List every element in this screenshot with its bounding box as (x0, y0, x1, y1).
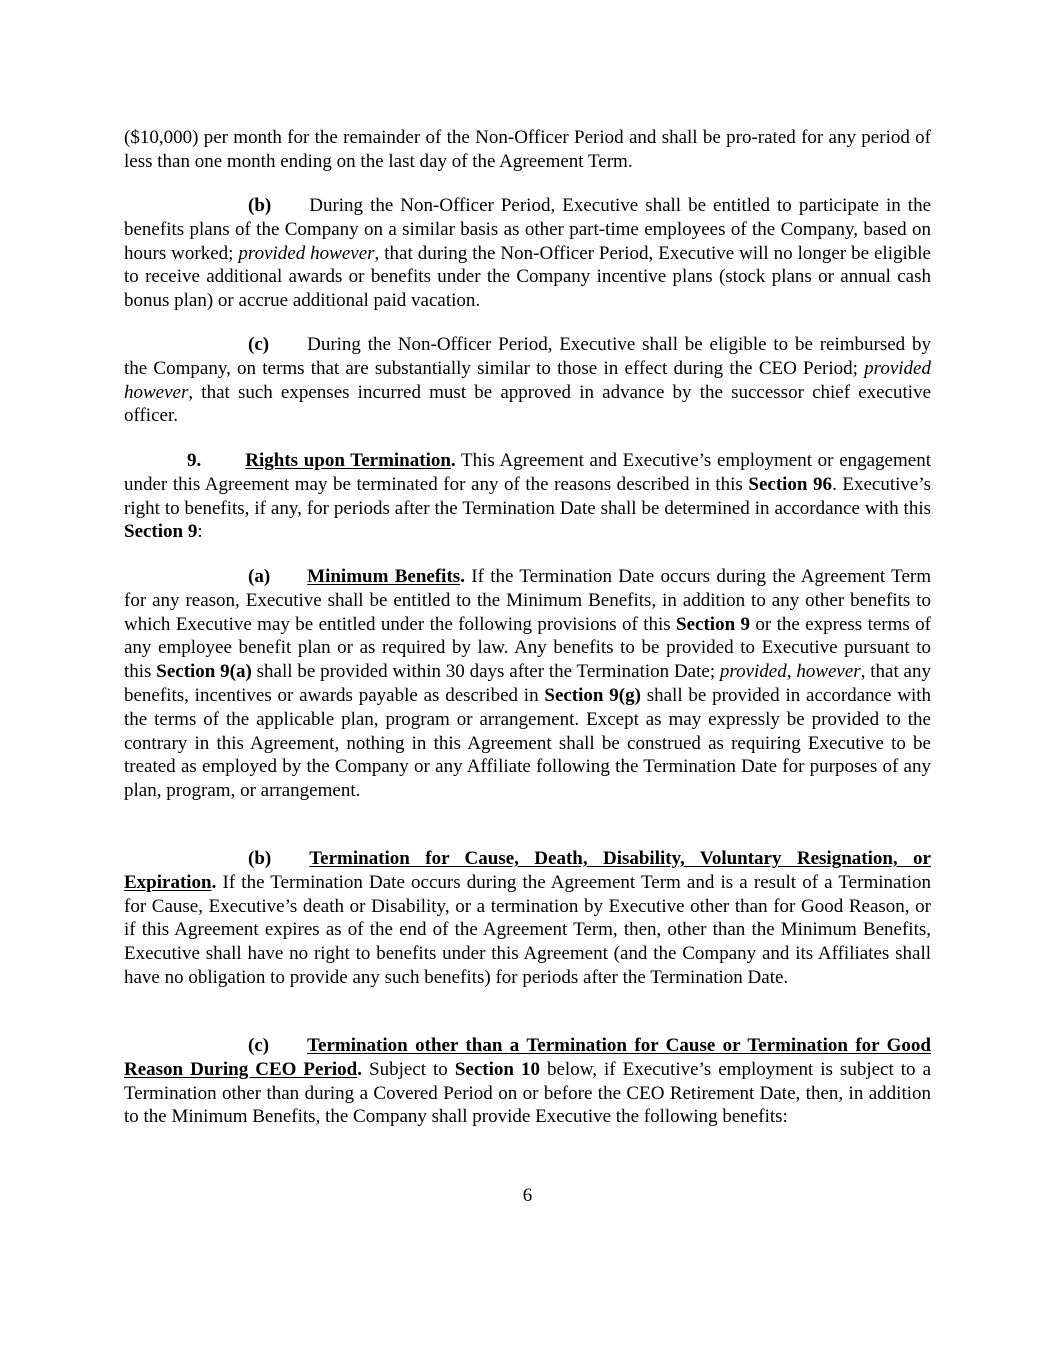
paragraph-9b: (b) Termination for Cause, Death, Disability, Voluntary Resignation, or Expiration. If the Termination Date occurs during the Agreement Term and is a result of a Termination for Cause, Executive’s death or Disability, or a termination by Executive other than for Good Reason, or if this Agreement expires as of the end of the Agreement Term, then, other than the Minimum Benefits, Executive shall have no right to benefits under this Agreement (and the Company and its Affiliates shall have no obligation to provide any such benefits) for periods after the Termination Date. (124, 848, 931, 988)
paragraph-9c: (c) Termination other than a Termination for Cause or Termination for Good Reason During CEO Period. Subject to Section 10 below, if Executive’s employment is subject to a Termination other than during a Covered Period on or before the CEO Retirement Date, then, in addition to the Minimum Benefits, the Company shall provide Executive the following benefits: (124, 1035, 932, 1128)
paragraph-label: (a) (248, 566, 271, 587)
paragraph-continuation: ($10,000) per month for the remainder of the Non-Officer Period and shall be pro-rated for any period of less than one month ending on the last day of the Agreement Term. (124, 127, 931, 172)
paragraph-8b: (b) During the Non-Officer Period, Executive shall be entitled to participate in the benefits plans of the Company on a similar basis as other part-time employees of the Company, based on hours worked; provided however, that during the Non-Officer Period, Executive will no longer be eligible to receive additional awards or benefits under the Company incentive plans (stock plans or annual cash bonus plan) or accrue additional paid vacation. (124, 195, 931, 312)
section-heading: Rights upon Termination. (245, 450, 456, 471)
paragraph-label: (c) (248, 1035, 270, 1056)
paragraph-label: (b) (248, 848, 272, 869)
paragraph-9a: (a) Minimum Benefits. If the Termination Date occurs during the Agreement Term for any reason, Executive shall be entitled to the Minimum Benefits, in addition to any other benefits to which Executive may be entitled under the following provisions of this Section 9 or the express terms of any employee benefit plan or as required by law. Any benefits to be provided to Executive pursuant to this Section 9(a) shall be provided within 30 days after the Termination Date; provided, however, that any benefits, incentives or awards payable as described in Section 9(g) shall be provided in accordance with the terms of the applicable plan, program or arrangement. Except as may expressly be provided to the contrary in this Agreement, nothing in this Agreement shall be construed as requiring Executive to be treated as employed by the Company or any Affiliate following the Termination Date for purposes of any plan, program, or arrangement. (124, 566, 932, 802)
paragraph-heading: Termination other than a Termination for Cause or Termination for Good Reason During CEO Period. (124, 1035, 931, 1080)
section-9: 9. Rights upon Termination. This Agreement and Executive’s employment or engagement under this Agreement may be terminated for any of the reasons described in this Section 96. Executive’s right to benefits, if any, for periods after the Termination Date shall be determined in accordance with this Section 9: (124, 450, 932, 543)
paragraph-8c: (c) During the Non-Officer Period, Executive shall be eligible to be reimbursed by the Company, on terms that are substantially similar to those in effect during the CEO Period; provided however, that such expenses incurred must be approved in advance by the successor chief executive officer. (124, 334, 931, 427)
paragraph-heading: Termination for Cause, Death, Disability, Voluntary Resignation, or Expiration. (124, 848, 931, 893)
paragraph-heading: Minimum Benefits. (307, 566, 465, 587)
paragraph-label: (c) (248, 334, 270, 355)
page-number: 6 (522, 1185, 533, 1206)
section-number: 9. (187, 450, 202, 471)
paragraph-label: (b) (248, 195, 272, 216)
